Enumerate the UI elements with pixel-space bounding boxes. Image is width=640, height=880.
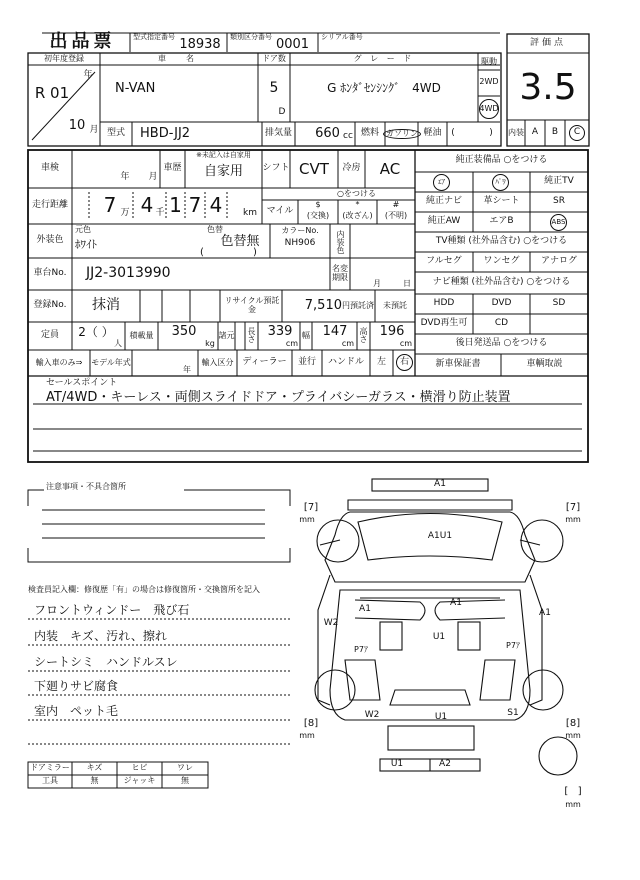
chassis-label: 車台No. (33, 268, 67, 279)
length-value: 339 (267, 323, 293, 339)
registration-number-label: 登録No. (33, 300, 67, 311)
exchanged-option[interactable]: (交換) (306, 211, 330, 221)
model-designation-value: 18938 (179, 36, 221, 52)
name-change-deadline-label: 名変期限 (332, 264, 348, 282)
equipment-air-conditioner[interactable]: ｴｱ (433, 174, 450, 191)
original-color-label: 元色 (75, 224, 91, 234)
model-year-label: モデル年式 (91, 357, 131, 367)
tire-front-right-unit: mm (565, 515, 581, 525)
tv-oneseg[interactable]: ワンセグ (483, 256, 520, 267)
shift-label: シフト (262, 163, 290, 174)
interior-label: 内装 (508, 128, 524, 137)
door-count: 5 (269, 80, 279, 97)
equipment-airbag[interactable]: エアB (489, 216, 514, 227)
color-change-label: 色替 (207, 224, 223, 234)
grade-value: G ﾎﾝﾀﾞｾﾝｼﾝｸﾞ 4WD (327, 81, 441, 96)
tire-front-left: [ 7 ] (303, 501, 319, 513)
capacity-value: 2（ ） (78, 325, 114, 340)
vehicle-name-label: 車 名 (158, 54, 200, 64)
unknown-option[interactable]: (不明) (384, 211, 408, 221)
registration-era: R 01 (34, 83, 70, 102)
legend-tools-value: 無 (90, 776, 99, 786)
legend-jack-value: 無 (181, 776, 189, 786)
capacity-unit: 人 (114, 338, 122, 348)
fuel-diesel[interactable]: 軽油 (423, 128, 442, 139)
tire-rear-right: [ 8 ] (565, 717, 581, 729)
tire-front-left-value: 7 (307, 501, 315, 513)
unit-man: 万 (120, 208, 130, 219)
legend-jack: ジャッキ (123, 776, 156, 786)
handle-label: ハンドル (327, 357, 364, 368)
navi-type-title: ナビ種類 (社外品含む) ○をつける (432, 277, 571, 288)
month-unit: 月 (89, 125, 99, 136)
equipment-genuine-navi[interactable]: 純正ナビ (425, 196, 462, 207)
door-type: D (278, 107, 286, 118)
tampered-symbol: * (355, 200, 360, 210)
exchanged-symbol: $ (315, 200, 321, 210)
tv-fullseg[interactable]: フルセグ (426, 256, 462, 267)
note-item: 下廻りサビ腐食 (34, 679, 119, 694)
category-label: 類別区分番号 (230, 32, 272, 41)
fuel-gasoline[interactable] (386, 124, 418, 144)
tv-analog[interactable]: アナログ (540, 256, 577, 267)
later-manual[interactable]: 車輌取説 (526, 359, 563, 370)
damage-right-panel: P7ｱ (506, 640, 520, 650)
color-number-value: NH906 (284, 238, 316, 249)
fuel-gasoline-text: ガソリン (383, 129, 421, 139)
width-label: 幅 (302, 330, 310, 340)
inspection-month-unit: 月 (148, 172, 158, 183)
model-label: 型式 (106, 128, 125, 139)
fuel-paren-close: ) (489, 128, 493, 139)
registration-number-value: 抹消 (92, 297, 120, 314)
damage-left-panel: P7ｱ (354, 644, 368, 654)
height-label: 高さ (359, 327, 368, 344)
year-unit: 年 (83, 70, 93, 81)
cooling-value: AC (379, 159, 401, 178)
equipment-abs[interactable]: ABS (550, 214, 567, 231)
navi-hdd[interactable]: HDD (433, 298, 455, 309)
notes-label: 注意事項・不具合箇所 (44, 481, 184, 493)
legend-break: ワレ (177, 763, 193, 773)
color-number-label: カラーNo. (281, 225, 319, 235)
handle-right-option[interactable]: 右 (396, 354, 413, 371)
recycle-deposit-status: 円預託済 (342, 300, 374, 310)
inspection-year-unit: 年 (120, 172, 130, 183)
mileage-digit-4: 7 (188, 193, 202, 217)
model-year-unit: 年 (183, 364, 191, 374)
serial-label: シリアル番号 (321, 32, 363, 41)
sales-point-label: セールスポイント (46, 378, 118, 389)
note-item: 室内 ペット毛 (34, 704, 119, 719)
cooling-label: 冷房 (342, 163, 361, 174)
unit-km: km (243, 208, 257, 219)
recycle-deposit-label: リサイクル預託金 (224, 296, 280, 314)
damage-rear-right: S1 (507, 708, 519, 719)
spare-tire-unit: mm (565, 800, 581, 810)
tampered-option[interactable]: (改ざん) (342, 211, 373, 221)
legend-tools: 工具 (42, 776, 58, 786)
equipment-genuine-aw[interactable]: 純正AW (427, 216, 461, 227)
score-label: 評価点 (529, 38, 566, 49)
dims-label: 諸元 (218, 331, 235, 340)
damage-rear-center: U1 (434, 712, 448, 723)
displacement-unit: cc (343, 131, 353, 142)
damage-right-front: A1 (539, 608, 551, 619)
note-item: 内装 キズ、汚れ、擦れ (34, 629, 167, 644)
category-value: 0001 (275, 36, 310, 52)
width-unit: cm (341, 339, 355, 349)
equipment-power-steering[interactable]: ﾊﾟﾜ (492, 174, 509, 191)
mileage-digit-2: 4 (140, 193, 154, 217)
first-registration-label: 初年度登録 (44, 54, 84, 64)
drive-4wd[interactable]: 4WD (479, 99, 499, 119)
length-label: 長さ (247, 327, 256, 344)
damage-windshield: A1U1 (427, 531, 453, 542)
fuel-paren-open: ( (451, 128, 455, 139)
import-dealer-option[interactable]: ディーラー (242, 357, 287, 368)
interior-color-label: 内装色 (336, 229, 345, 254)
equipment-sunroof[interactable]: SR (553, 196, 565, 207)
capacity-label: 定員 (40, 330, 59, 341)
mile-option[interactable]: マイル (266, 206, 294, 217)
load-value: 350 (171, 323, 197, 339)
exterior-color-value: ﾎﾜｲﾄ (75, 237, 97, 251)
recycle-not-deposited[interactable]: 未預託 (383, 300, 407, 310)
mileage-label: 走行距離 (31, 200, 68, 211)
recycle-deposit-value: 7,510 (304, 297, 342, 313)
note-item: シートシミ ハンドルスレ (34, 655, 178, 670)
length-unit: cm (285, 339, 299, 349)
import-parallel-option[interactable]: 並行 (297, 357, 316, 368)
navi-sd[interactable]: SD (552, 298, 566, 309)
model-designation-label: 型式指定番号 (133, 32, 175, 41)
shift-value: CVT (299, 159, 329, 178)
history-note: ※未記入は自家用 (196, 151, 251, 160)
model-value: HBD-JJ2 (140, 125, 191, 141)
color-paren-close: ) (253, 246, 257, 258)
note-item: フロントウィンドー 飛び石 (34, 603, 190, 618)
damage-roof-left: A1 (359, 604, 371, 615)
navi-dvd[interactable]: DVD (491, 298, 512, 309)
history-label: 車歴 (163, 163, 182, 174)
width-value: 147 (322, 323, 348, 339)
deadline-month-unit: 月 (373, 278, 381, 288)
later-shipment-title: 後日発送品 ○をつける (455, 338, 548, 349)
color-change-value: 色替無 (220, 233, 260, 249)
grade-label: グ レ ー ド (353, 54, 415, 64)
tire-front-left-unit: mm (299, 515, 315, 525)
interior-c[interactable]: C (569, 125, 585, 141)
import-only-label: 輸入車のみ⇒ (35, 357, 83, 367)
legend-mirror: ドアミラー (30, 763, 70, 773)
mileage-mark-hint: ○をつける (337, 189, 376, 199)
tire-rear-right-value: 8 (569, 717, 577, 729)
height-value: 196 (379, 323, 405, 339)
load-unit: kg (205, 338, 215, 348)
tire-front-right: [ 7 ] (565, 501, 581, 513)
chassis-value: JJ2-3013990 (86, 265, 171, 282)
registration-month: 10 (68, 117, 86, 133)
damage-bumper-right: A2 (439, 759, 451, 770)
inspector-label: 検査員記入欄：修復歴「有」の場合は修復箇所・交換箇所を記入 (28, 584, 260, 594)
import-class-label: 輸入区分 (201, 357, 234, 367)
vehicle-name: N-VAN (115, 80, 156, 96)
equipment-title: 純正装備品 ○をつける (455, 155, 548, 166)
damage-rear-left: W2 (364, 710, 380, 721)
damage-front: A1 (434, 479, 446, 490)
damage-bumper-left: U1 (390, 759, 404, 770)
mileage-digit-5: 4 (209, 193, 223, 217)
load-label: 積載量 (129, 330, 154, 340)
damage-left-side: W2 (323, 618, 339, 629)
drive-2wd[interactable]: 2WD (479, 76, 499, 86)
equipment-leather-seat[interactable]: 革シート (483, 196, 520, 207)
displacement-value: 660 (315, 125, 340, 141)
tire-rear-right-unit: mm (565, 731, 581, 741)
tire-rear-left: [ 8 ] (303, 717, 319, 729)
damage-cabin: U1 (432, 632, 446, 643)
damage-roof-right: A1 (450, 598, 462, 609)
navi-dvd-playback[interactable]: DVD再生可 (420, 318, 468, 329)
height-unit: cm (399, 339, 413, 349)
sales-point-text: AT/4WD・キーレス・両側スライドドア・プライバシーガラス・横滑り防止装置 (46, 389, 511, 405)
displacement-label: 排気量 (264, 128, 292, 139)
doors-label: ドア数 (262, 54, 286, 64)
mileage-digit-3: 1 (169, 193, 182, 217)
score-value: 3.5 (519, 67, 577, 109)
fuel-label: 燃料 (360, 128, 379, 139)
tire-rear-left-unit: mm (299, 731, 315, 741)
handle-left-option[interactable]: 左 (376, 357, 386, 368)
tire-front-right-value: 7 (569, 501, 577, 513)
interior-b[interactable]: B (551, 127, 559, 138)
tv-type-title: TV種類 (社外品含む) ○をつける (435, 236, 568, 247)
unit-sen: 千 (155, 208, 165, 219)
history-value: 自家用 (203, 163, 243, 179)
drive-label: 駆動 (481, 56, 497, 66)
document-title: 出品票 (49, 31, 116, 53)
later-warranty[interactable]: 新車保証書 (435, 359, 481, 370)
exterior-color-label: 外装色 (36, 235, 64, 246)
legend-scratch: キズ (86, 763, 103, 773)
equipment-genuine-tv[interactable]: 純正TV (544, 176, 574, 187)
spare-tire: [ ] (564, 785, 582, 797)
interior-a[interactable]: A (531, 127, 539, 138)
tire-rear-left-value: 8 (307, 717, 315, 729)
navi-cd[interactable]: CD (494, 318, 509, 329)
deadline-day-unit: 日 (403, 278, 411, 288)
unknown-symbol: # (392, 200, 400, 210)
mileage-digit-1: 7 (103, 193, 117, 217)
legend-crack: ヒビ (131, 763, 148, 773)
inspection-label: 車検 (40, 163, 59, 174)
color-paren-open: ( (200, 246, 204, 258)
